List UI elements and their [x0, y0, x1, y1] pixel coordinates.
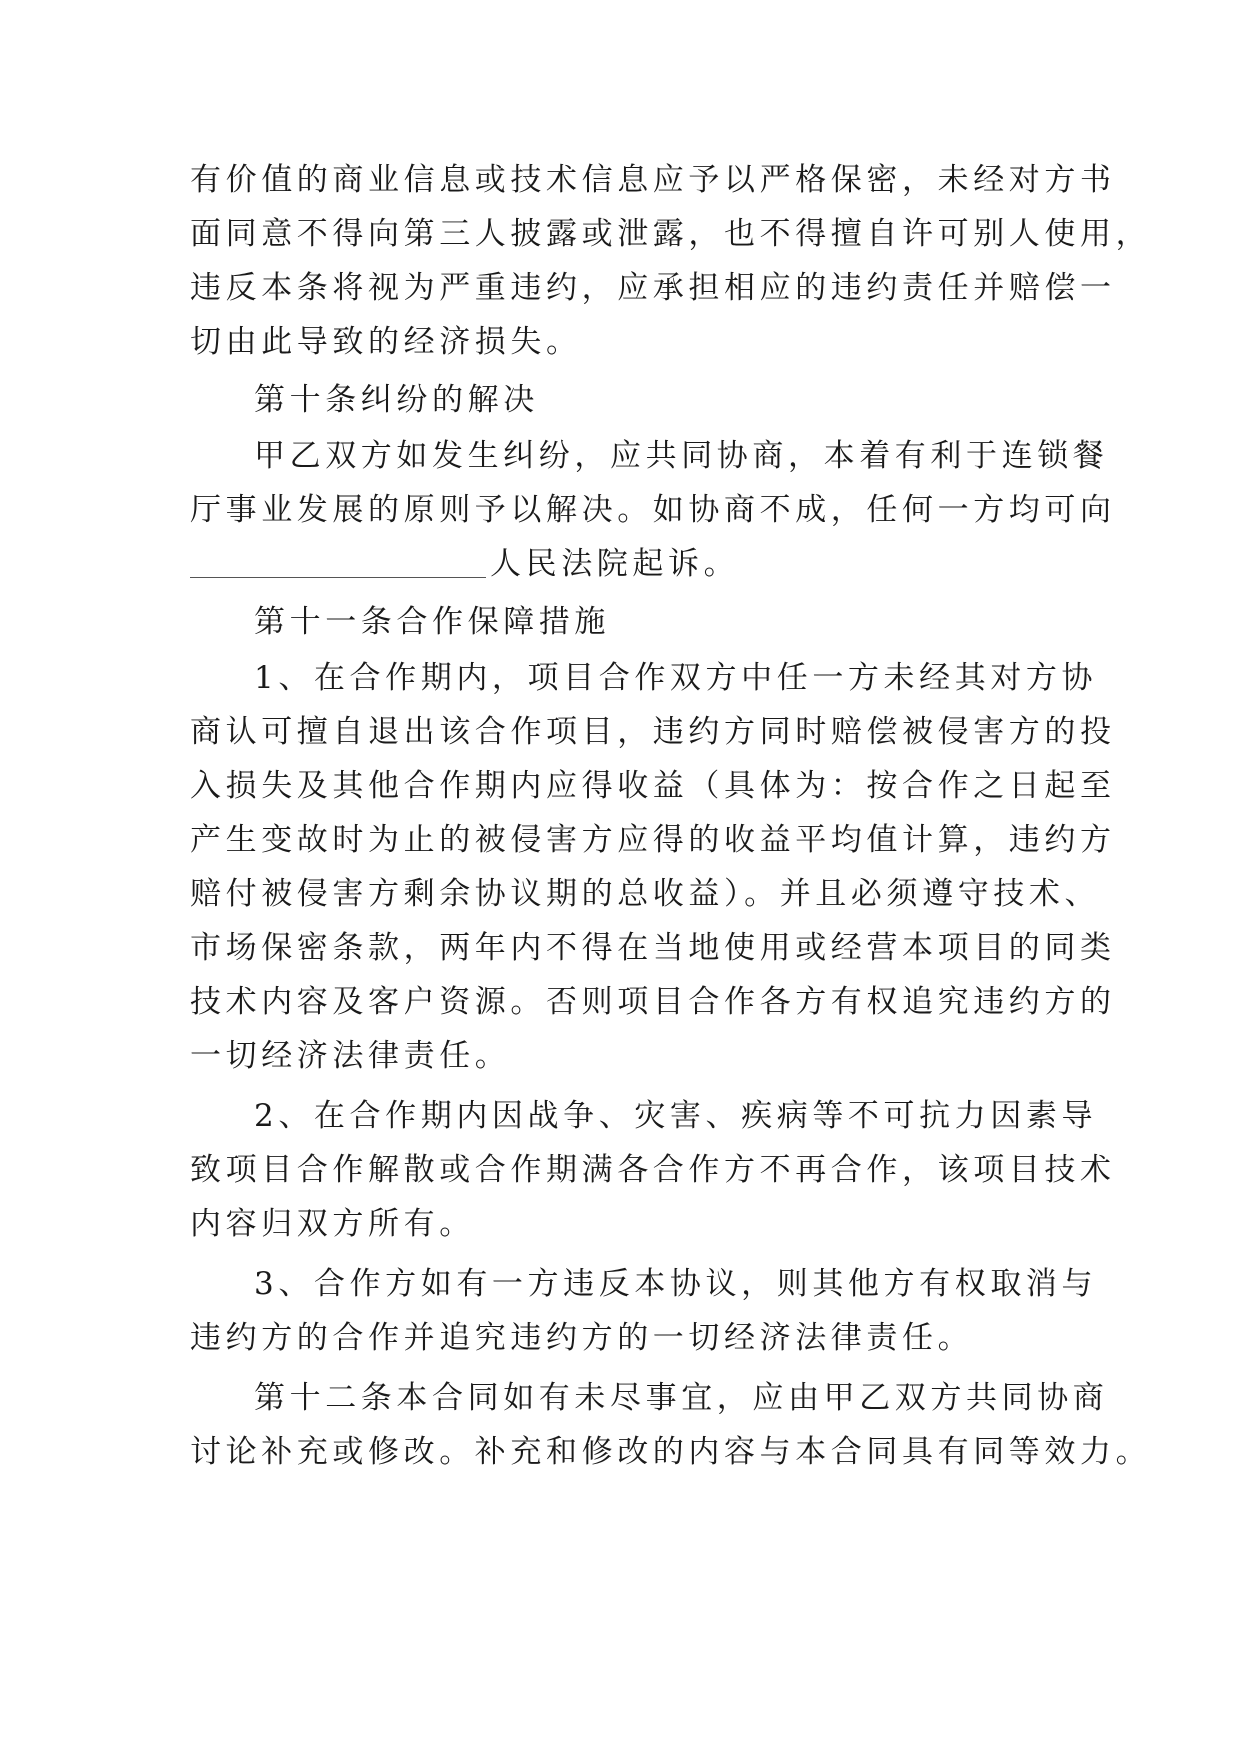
section-heading-10: 第十条纠纷的解决	[254, 382, 539, 418]
paragraph-line: 3、合作方如有一方违反本协议，则其他方有权取消与	[254, 1266, 1098, 1302]
paragraph-line: 厅事业发展的原则予以解决。如协商不成，任何一方均可向	[190, 492, 1116, 528]
paragraph-line: 面同意不得向第三人披露或泄露，也不得擅自许可别人使用，	[190, 216, 1152, 252]
paragraph-line: 产生变故时为止的被侵害方应得的收益平均值计算，违约方	[190, 822, 1116, 858]
paragraph-line: 致项目合作解散或合作期满各合作方不再合作，该项目技术	[190, 1152, 1116, 1188]
paragraph-line: 入损失及其他合作期内应得收益（具体为：按合作之日起至	[190, 768, 1116, 804]
paragraph-line: 内容归双方所有。	[190, 1206, 475, 1242]
paragraph-line: 讨论补充或修改。补充和修改的内容与本合同具有同等效力。	[190, 1434, 1152, 1470]
court-line	[190, 538, 1090, 590]
paragraph-line: 切由此导致的经济损失。	[190, 324, 582, 360]
paragraph-line: 有价值的商业信息或技术信息应予以严格保密，未经对方书	[190, 162, 1116, 198]
court-line-text: 人民法院起诉。	[490, 546, 740, 582]
paragraph-line: 商认可擅自退出该合作项目，违约方同时赔偿被侵害方的投	[190, 714, 1116, 750]
paragraph-line: 市场保密条款，两年内不得在当地使用或经营本项目的同类	[190, 930, 1116, 966]
court-name-blank	[190, 547, 486, 578]
paragraph-line: 违约方的合作并追究违约方的一切经济法律责任。	[190, 1320, 974, 1356]
paragraph-line: 第十二条本合同如有未尽事宜，应由甲乙双方共同协商	[254, 1380, 1109, 1416]
section-heading-11: 第十一条合作保障措施	[254, 604, 610, 640]
paragraph-line: 技术内容及客户资源。否则项目合作各方有权追究违约方的	[190, 984, 1116, 1020]
paragraph-line: 一切经济法律责任。	[190, 1038, 511, 1074]
paragraph-line: 赔付被侵害方剩余协议期的总收益）。并且必须遵守技术、	[190, 876, 1101, 912]
paragraph-line: 2、在合作期内因战争、灾害、疾病等不可抗力因素导	[254, 1098, 1098, 1134]
paragraph-line: 违反本条将视为严重违约，应承担相应的违约责任并赔偿一	[190, 270, 1116, 306]
paragraph-line: 甲乙双方如发生纠纷，应共同协商，本着有利于连锁餐	[254, 438, 1109, 474]
paragraph-line: 1、在合作期内，项目合作双方中任一方未经其对方协	[254, 660, 1098, 696]
